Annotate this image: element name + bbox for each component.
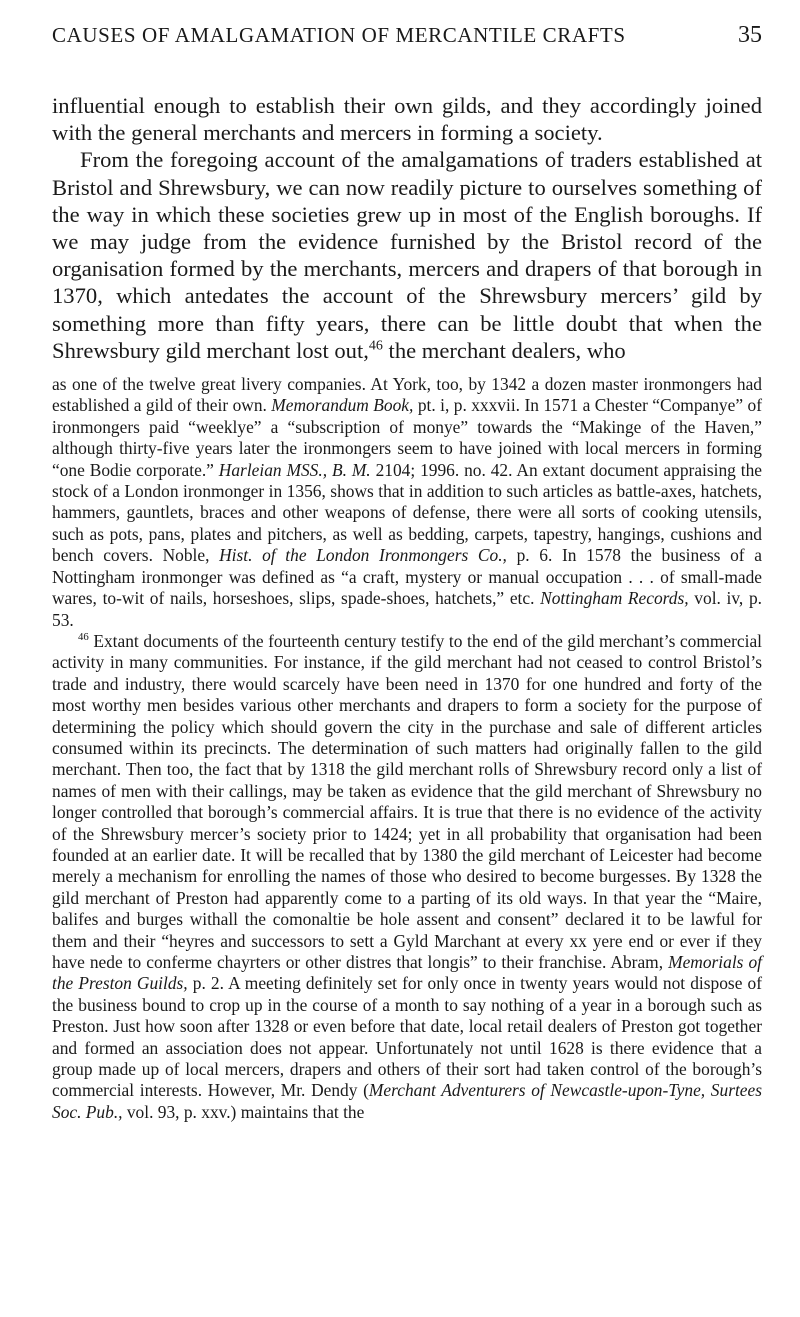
- paragraph-1: influential enough to establish their own gilds, and they accordingly joined with the general merchants and mercers in forming a society.: [52, 93, 762, 146]
- footnotes: [52, 374, 762, 1123]
- note-text: Extant documents of the fourteenth century testify to the end of the gild merchant’s commercial activity in many communities. For instance, if the gild merchant had not ceased to control Bristol’s trade and industry, there would scarcely have been need in 1370 for one hundred and forty of the most worthy men besides various other merchants and drapers to form a society for the purpose of determining the policy which should govern the city in the purchase and sale of different articles consumed within its precincts. The determination of such matters had originally fallen to the gild merchant. Then too, the fact that by 1318 the gild merchant rolls of Shrewsbury record only a list of names of men with their callings, may be taken as evidence that the gild merchant of Shrewsbury no longer controlled that borough’s commercial affairs. It is true that there is no evidence of the activity of the Shrewsbury mercer’s society prior to 1424; yet in all probability that organisation had been founded at an earlier date. It will be recalled that by 1380 the gild merchant of Leicester had become merely a mechanism for enrolling the names of those who desired to become burgesses. By 1328 the gild merchant of Preston had apparently come to a parting of its old ways. In that year the “Maire, balifes and burges withall the comonaltie be hole assent and consent” declared it to be lawful for them and their “heyres and successors to sett a Gyld Marchant at every xx yere end or ever if they have nede to conferme chayrters or other distres that longis” to their franchise. Abram,: [52, 630, 762, 972]
- footnote-46: [52, 631, 762, 1123]
- paragraph-2: [52, 146, 762, 364]
- citation-title: Merchant Adventurers of Newcastle-upon-Tyne, Surtees Soc. Pub.,: [52, 1080, 763, 1122]
- note-text: p. 2. A meeting definitely set for only once in twenty years would not dispose of the business bound to crop up in the course of a month to say nothing of a year in a borough such as Preston. Just how soon after 1328 or even before that date, local retail dealers of Preston got together and formed an association does not appear. Unfortunately not until 1628 is there evidence that a group made up of local mercers, drapers and others of their sort had taken control of the borough’s commercial interests. However, Mr. Dendy (: [52, 973, 763, 1101]
- page-number: 35: [738, 22, 762, 48]
- citation-title: Harleian MSS., B. M.: [218, 459, 371, 480]
- footnote-continued: [52, 374, 762, 631]
- footnote-number: 46: [78, 631, 89, 644]
- citation-title: Hist. of the London Ironmongers Co.,: [219, 545, 507, 566]
- note-text: vol. iv, p. 53.: [52, 588, 762, 630]
- page-header: [52, 0, 762, 62]
- citation-title: Memorials of the Preston Guilds,: [52, 952, 762, 994]
- note-text: as one of the twelve great livery companies. At York, too, by 1342 a dozen master ironmongers had established a gild of their own.: [52, 374, 762, 416]
- footnote-ref-46[interactable]: 46: [368, 338, 383, 354]
- note-text: p. 6. In 1578 the business of a Nottingham ironmonger was defined as “a craft, mystery or manual occupation . . . of small-made wares, to-wit of nails, horseshoes, slips, spade-shoes, hatchets,” etc.: [52, 545, 762, 609]
- note-text: pt. i, p. xxxvii. In 1571 a Chester “Companye” of ironmongers paid “weeklye” a “subscription of monye” towards the “Makinge of the Haven,” although thirty-five years later the ironmongers seem to have joined with local mercers in forming “one Bodie corporate.”: [52, 395, 762, 480]
- citation-title: Nottingham Records,: [540, 588, 689, 609]
- paragraph-2-text-a: From the foregoing account of the amalgamations of traders established at Bristol and Shrewsbury, we can now readily picture to ourselves something of the way in which these societies grew up in most of the English boroughs. If we may judge from the evidence furnished by the Bristol record of the organisation formed by the merchants, mercers and drapers of that borough in 1370, which antedates the account of the Shrewsbury mercers’ gild by something more than fifty years, there can be little doubt that when the Shrewsbury gild merchant lost out,: [52, 147, 762, 363]
- main-text: [52, 92, 762, 364]
- note-text: vol. 93, p. xxv.) maintains that the: [122, 1101, 365, 1122]
- citation-title: Memorandum Book,: [271, 395, 414, 416]
- paragraph-2-text-b: the merchant dealers, who: [382, 337, 626, 363]
- note-text: 2104; 1996. no. 42. An extant document appraising the stock of a London ironmonger in 1356, shows that in addition to such articles as battle-axes, hatchets, hammers, gauntlets, braces and other weapons of defense, there were all sorts of cooking utensils, such as pots, pans, plates and pitchers, as well as bedding, carpets, tapestry, hangings, cushions and bench covers. Noble,: [52, 459, 763, 566]
- running-head: CAUSES OF AMALGAMATION OF MERCANTILE CRAFTS: [52, 23, 626, 47]
